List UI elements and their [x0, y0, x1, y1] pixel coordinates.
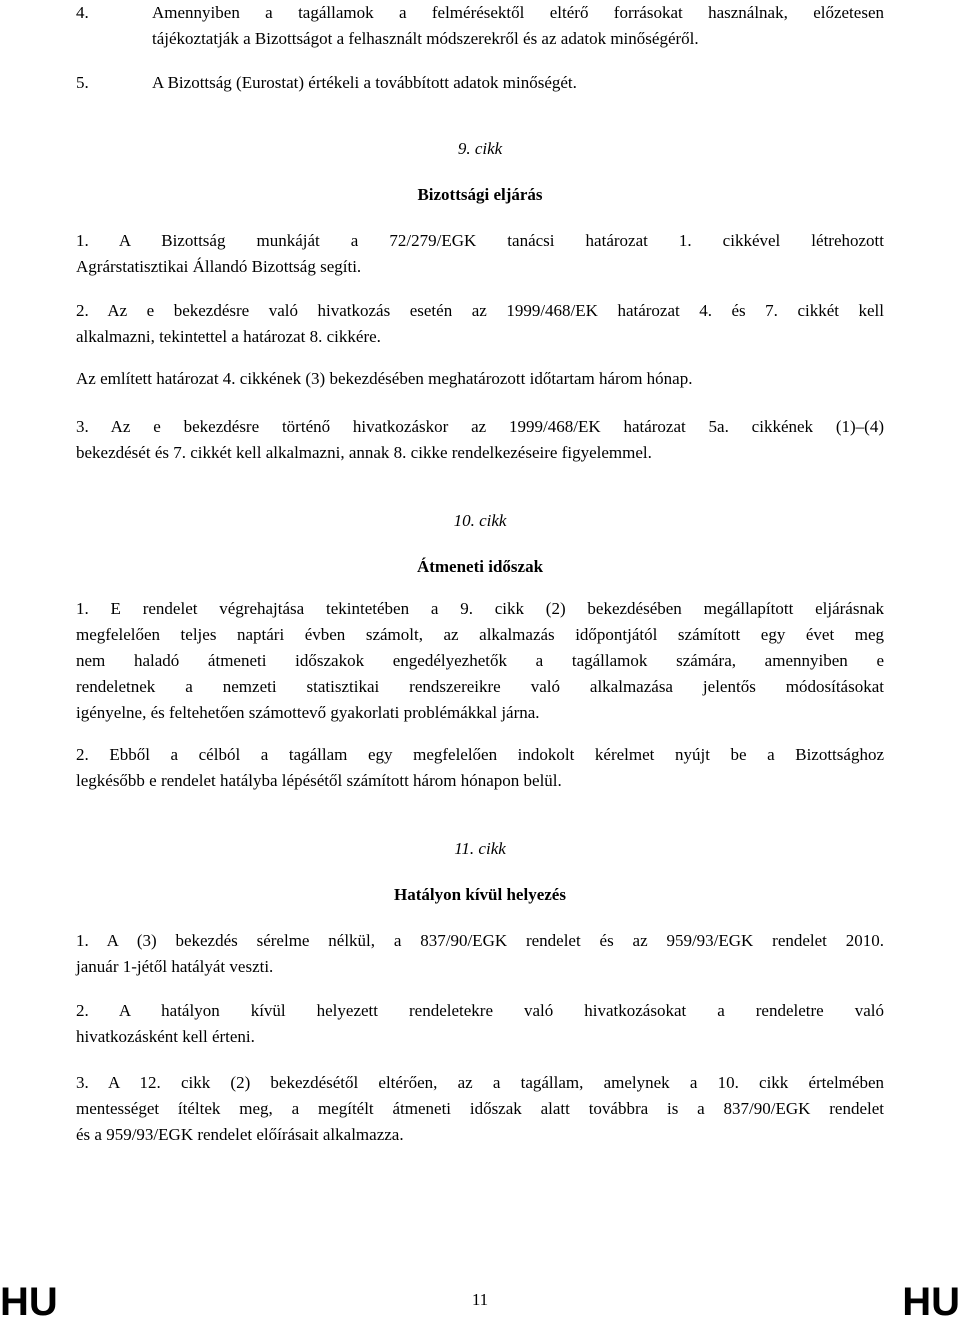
article-10-paragraph-1	[76, 596, 884, 726]
article-9-heading: Bizottsági eljárás	[417, 185, 543, 204]
paragraph-line: 2. Az e bekezdésre való hivatkozás esetén az 1999/468/EK határozat 4. és 7. cikkét kell	[76, 301, 884, 320]
paragraph-line: igényelne, és feltehetően számottevő gyakorlati problémákkal járna.	[76, 703, 540, 722]
paragraph-line: és a 959/93/EGK rendelet előírásait alkalmazza.	[76, 1125, 404, 1144]
paragraph-line: 3. A 12. cikk (2) bekezdésétől eltérően, az a tagállam, amelynek a 10. cikk értelmében	[76, 1073, 884, 1092]
item-number: 5.	[76, 73, 89, 92]
paragraph-line: 2. Ebből a célból a tagállam egy megfelelően indokolt kérelmet nyújt be a Bizottsághoz	[76, 745, 884, 764]
list-item-5	[76, 70, 884, 96]
article-9-paragraph-1	[76, 228, 884, 280]
paragraph-line: 1. A (3) bekezdés sérelme nélkül, a 837/90/EGK rendelet és az 959/93/EGK rendelet 2010.	[76, 931, 884, 950]
footer-lang-right: HU	[902, 1280, 960, 1324]
list-item-4	[76, 0, 884, 52]
paragraph-line: mentességet ítéltek meg, a megítélt átmeneti időszak alatt továbbra is a 837/90/EGK rendelet	[76, 1099, 884, 1118]
paragraph-line: január 1-jétől hatályát veszti.	[76, 957, 274, 976]
page-number: 11	[471, 1290, 489, 1309]
paragraph-line: rendeletnek a nemzeti statisztikai rendszereikre való alkalmazása jelentős módosításokat	[76, 677, 884, 696]
paragraph-line: hivatkozásként kell érteni.	[76, 1027, 255, 1046]
article-11-paragraph-1	[76, 928, 884, 980]
article-9-paragraph-3	[76, 414, 884, 466]
item-text-line: tájékoztatják a Bizottságot a felhasznált módszerekről és az adatok minőségéről.	[152, 29, 699, 48]
paragraph-line: bekezdését és 7. cikkét kell alkalmazni, annak 8. cikke rendelkezéseire figyelemmel.	[76, 443, 652, 462]
paragraph-line: 1. E rendelet végrehajtása tekintetében a 9. cikk (2) bekezdésében megállapított eljárásnak	[76, 599, 884, 618]
article-11-title: 11. cikk	[454, 839, 506, 858]
paragraph-line: Agrárstatisztikai Állandó Bizottság segíti.	[76, 257, 362, 276]
paragraph-line: 2. A hatályon kívül helyezett rendeletekre való hivatkozásokat a rendeletre való	[76, 1001, 884, 1020]
article-9-paragraph-2b: Az említett határozat 4. cikkének (3) bekezdésében meghatározott időtartam három hónap.	[76, 369, 693, 388]
item-text-line: Amennyiben a tagállamok a felmérésektől eltérő forrásokat használnak, előzetesen	[152, 3, 884, 22]
article-9-title: 9. cikk	[457, 139, 503, 158]
paragraph-line: 3. Az e bekezdésre történő hivatkozáskor az 1999/468/EK határozat 5a. cikkének (1)–(4)	[76, 417, 884, 436]
item-number: 4.	[76, 3, 89, 22]
paragraph-line: nem haladó átmeneti időszakok engedélyezhetők a tagállamok számára, amennyiben e	[76, 651, 884, 670]
paragraph-line: legkésőbb e rendelet hatályba lépésétől számított három hónapon belül.	[76, 771, 562, 790]
article-10-paragraph-2	[76, 742, 884, 794]
article-10-heading: Átmeneti időszak	[416, 557, 544, 576]
paragraph-line: 1. A Bizottság munkáját a 72/279/EGK tanácsi határozat 1. cikkével létrehozott	[76, 231, 884, 250]
article-11-paragraph-2	[76, 998, 884, 1050]
article-11-heading: Hatályon kívül helyezés	[394, 885, 566, 904]
footer-lang-left: HU	[0, 1280, 58, 1324]
item-text: A Bizottság (Eurostat) értékeli a továbbított adatok minőségét.	[152, 73, 577, 92]
paragraph-line: megfelelően teljes naptári évben számolt, az alkalmazás időpontjától számított egy évet meg	[76, 625, 884, 644]
article-10-title: 10. cikk	[453, 511, 507, 530]
paragraph-line: alkalmazni, tekintettel a határozat 8. cikkére.	[76, 327, 381, 346]
article-9-paragraph-2	[76, 298, 884, 350]
article-11-paragraph-3	[76, 1070, 884, 1148]
